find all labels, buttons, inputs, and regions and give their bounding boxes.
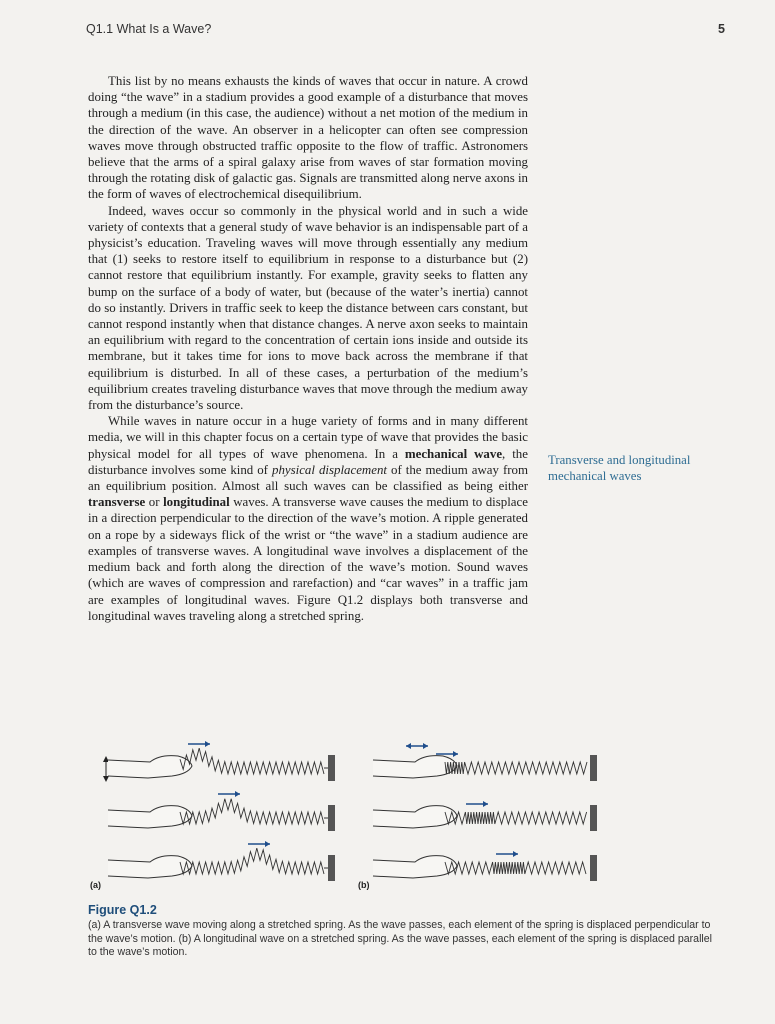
arrowhead [205,741,210,747]
p3-text-a: While waves in nature occur in a huge variety of forms and in many different media, we will in this chapter focus on a certain type of wave that provides the basic physical model for all types of wave phenomena. In a [88,414,528,461]
spring-coil [180,848,324,874]
wall-block [590,805,597,831]
term-physical-displacement: physical displacement [272,462,387,477]
body-text [88,73,528,624]
wall-block [590,755,597,781]
term-transverse: transverse [88,495,146,510]
spring-coil [180,799,324,824]
spring-figure-svg [88,738,728,898]
p3-text-d: or [148,495,160,510]
paragraph-1: This list by no means exhausts the kinds of waves that occur in nature. A crowd doing “the wave” in a stadium provides a good example of a disturbance that moves through a medium (in this case, the audience) without a net motion of the medium in the direction of the wave. An observer in a helicopter can often see compression waves move through obstructed traffic opposite to the flow of traffic. Astronomers believe that the arms of a spiral galaxy arise from waves of star formation moving through the rotating disk of galactic gas. Signals are transmitted along nerve axons in the form of waves of electrochemical disequilibrium. [88,74,528,202]
margin-note: Transverse and longitudinal mechanical waves [548,453,691,483]
panel-a-transverse [103,741,335,881]
panel-b-label: (b) [358,880,370,890]
wall-block [328,755,335,781]
arrowhead [513,851,518,857]
spring-coil [445,862,586,874]
p3-text-e: waves. A transverse wave causes the medium to displace in a direction perpendicular to the direction of the wave’s motion. A ripple generated on a rope by a sideways flick of the wrist or “the wave” in a stadium audience are examples of transverse waves. A longitudinal wave involves a displacement of the medium back and forth along the direction of the wave’s motion. Sound waves (which are waves of compression and rarefaction) and “car waves” in a traffic jam are examples of longitudinal waves. Figure Q1.2 displays both transverse and longitudinal waves traveling along a stretched spring. [88,495,528,623]
hand-icon [108,856,192,878]
arrowhead [103,776,109,782]
p3-text-c: of the medium away from an equilibrium position. Almost all such waves can be classified as being either [88,462,528,494]
term-longitudinal: longitudinal [163,495,230,510]
wall-block [328,805,335,831]
caption-title: Figure Q1.2 [88,903,157,917]
paragraph-2: Indeed, waves occur so commonly in the physical world and in such a wide variety of contexts that a general study of wave behavior is an indispensable part of a physicist’s education. Traveling waves will move through essentially any medium that (1) seeks to restore itself to equilibrium in response to a disturbance but (2) cannot restore that equilibrium instantly. For example, gravity seeks to flatten any bump on the surface of a body of water, but (because of the water’s inertia) cannot do so instantly. Drivers in traffic seek to keep the distance between cars constant, but cannot respond instantly when that distance changes. A nerve axon seeks to maintain an equilibrium with regard to the concentration of certain ions inside and outside its membrane, but it takes time for ions to move back across the membrane if that equilibrium is disturbed. In all of these cases, a perturbation of the medium’s equilibrium creates traveling disturbance waves that move through the medium away from the disturbance’s source. [88,203,528,413]
spring-coil [445,762,587,774]
panel-b-longitudinal [373,743,597,881]
figure-q1-2 [88,738,728,898]
panel-a-label: (a) [90,880,101,890]
spring-coil [445,812,587,824]
arrowhead [235,791,240,797]
hand-icon [373,806,457,828]
wall-block [590,855,597,881]
page-number: 5 [718,22,725,36]
caption-text: (a) A transverse wave moving along a stretched spring. As the wave passes, each element of the spring is displaced perpendicular to the wave’s motion. (b) A longitudinal wave on a stretched spring. As the wave passes, each element of the spring is displaced parallel to the wave’s motion. [88,919,713,958]
term-mechanical-wave: mechanical wave [404,446,503,461]
arrowhead [423,743,428,749]
paragraph-3 [88,413,528,624]
figure-caption [88,903,718,960]
arrowhead [406,743,411,749]
hand-icon [108,806,192,828]
p3-text-b: , the disturbance involves some kind of [88,446,528,477]
arrowhead [483,801,488,807]
hand-icon [108,756,192,778]
arrowhead [453,751,458,757]
spring-coil [180,748,324,774]
section-title: Q1.1 What Is a Wave? [86,22,212,36]
arrowhead [265,841,270,847]
hand-icon [373,856,457,878]
hand-icon [373,756,457,778]
wall-block [328,855,335,881]
